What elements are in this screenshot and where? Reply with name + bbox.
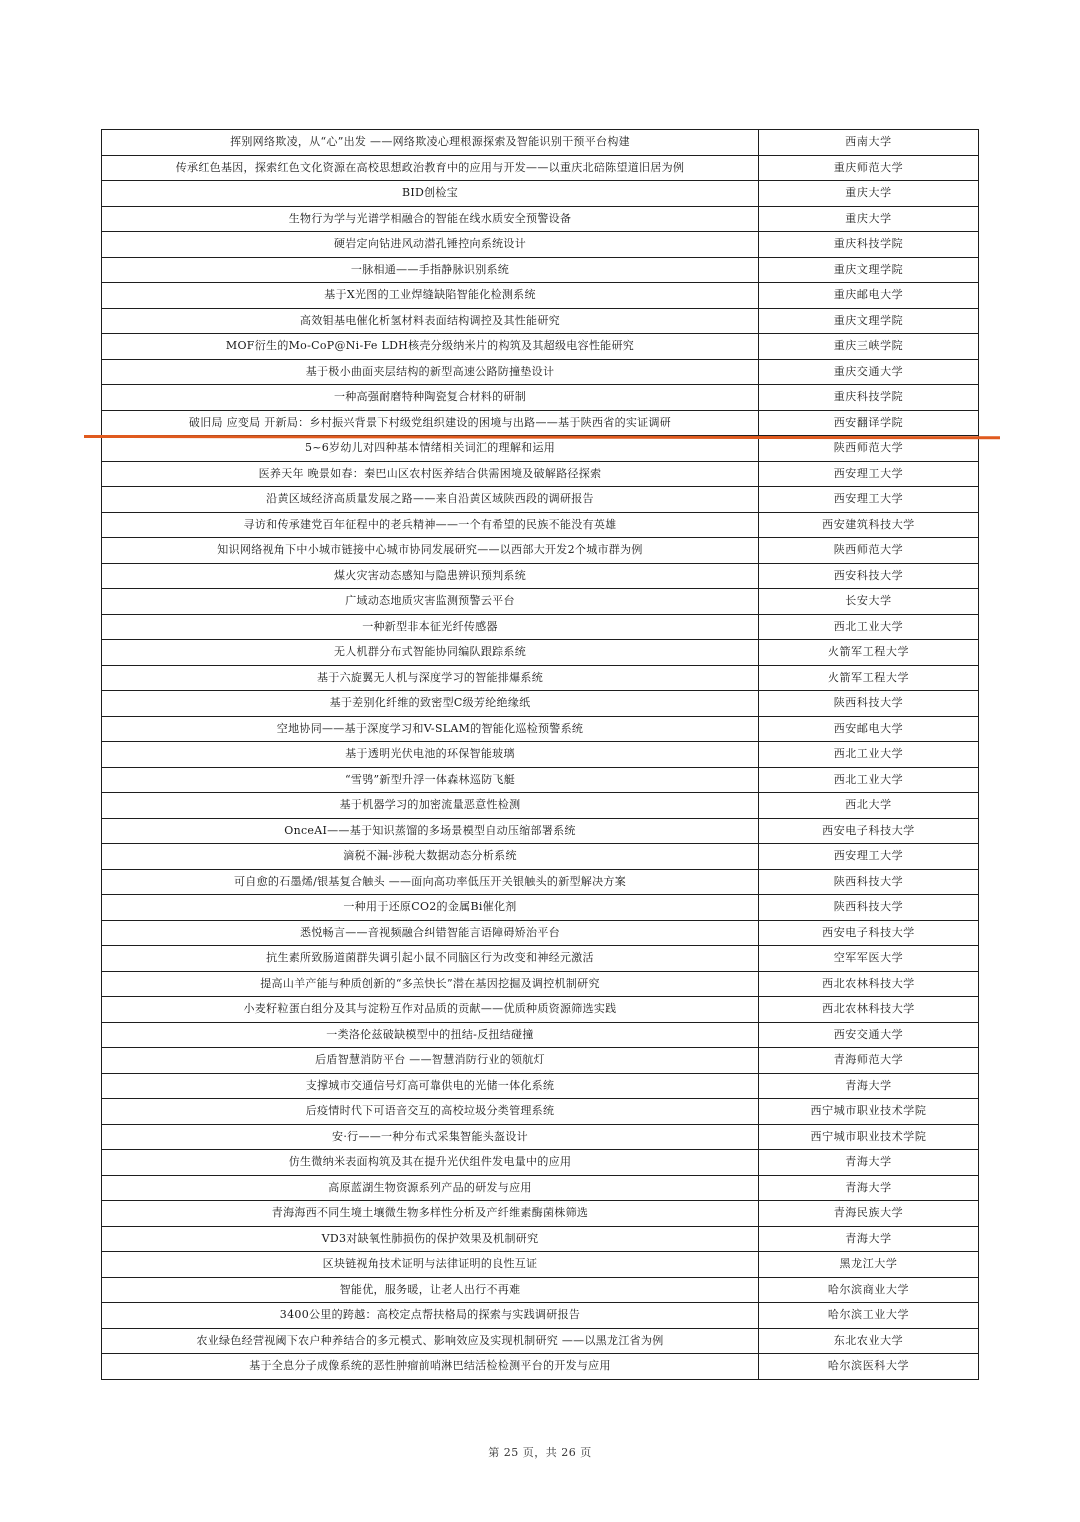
school-cell: 青海大学 [759, 1175, 979, 1201]
table-row [102, 538, 979, 564]
table-row [102, 1252, 979, 1278]
school-cell: 长安大学 [759, 589, 979, 615]
table-row [102, 1226, 979, 1252]
table-row [102, 844, 979, 870]
table-row [102, 691, 979, 717]
table-row [102, 793, 979, 819]
project-table [101, 129, 979, 1380]
project-title-cell: 基于X光图的工业焊缝缺陷智能化检测系统 [102, 283, 759, 309]
table-row [102, 1303, 979, 1329]
project-title-cell: 硬岩定向钻进风动潜孔锤控向系统设计 [102, 232, 759, 258]
project-title-cell: 后盾智慧消防平台 ——智慧消防行业的领航灯 [102, 1048, 759, 1074]
school-cell: 西北大学 [759, 793, 979, 819]
project-title-cell: 基于透明光伏电池的环保智能玻璃 [102, 742, 759, 768]
project-title-cell: MOF衍生的Mo-CoP@Ni-Fe LDH核壳分级纳米片的构筑及其超级电容性能研究 [102, 334, 759, 360]
school-cell: 西安邮电大学 [759, 716, 979, 742]
project-title-cell: 安·行——一种分布式采集智能头盔设计 [102, 1124, 759, 1150]
table-row [102, 1354, 979, 1380]
table-row [102, 563, 979, 589]
school-cell: 青海师范大学 [759, 1048, 979, 1074]
school-cell: 西安交通大学 [759, 1022, 979, 1048]
table-row [102, 716, 979, 742]
project-title-cell: 基于机器学习的加密流量恶意性检测 [102, 793, 759, 819]
table-row [102, 640, 979, 666]
school-cell: 西宁城市职业技术学院 [759, 1099, 979, 1125]
project-title-cell: 基于全息分子成像系统的恶性肿瘤前哨淋巴结活检检测平台的开发与应用 [102, 1354, 759, 1380]
school-cell: 重庆科技学院 [759, 385, 979, 411]
table-row [102, 997, 979, 1023]
table-row [102, 818, 979, 844]
table-body [102, 130, 979, 1380]
table-row [102, 1201, 979, 1227]
table-row [102, 614, 979, 640]
table-row [102, 1150, 979, 1176]
project-title-cell: 仿生微纳米表面构筑及其在提升光伏组件发电量中的应用 [102, 1150, 759, 1176]
project-title-cell: 后疫情时代下可语音交互的高校垃圾分类管理系统 [102, 1099, 759, 1125]
school-cell: 青海民族大学 [759, 1201, 979, 1227]
school-cell: 陕西师范大学 [759, 538, 979, 564]
table-row [102, 1048, 979, 1074]
table-row [102, 895, 979, 921]
school-cell: 西安建筑科技大学 [759, 512, 979, 538]
school-cell: 重庆师范大学 [759, 155, 979, 181]
project-title-cell: 基于差别化纤维的致密型C级芳纶绝缘纸 [102, 691, 759, 717]
project-title-cell: 高原蓝湖生物资源系列产品的研发与应用 [102, 1175, 759, 1201]
school-cell: 哈尔滨商业大学 [759, 1277, 979, 1303]
table-row [102, 487, 979, 513]
table-row [102, 971, 979, 997]
school-cell: 黑龙江大学 [759, 1252, 979, 1278]
table-row [102, 1277, 979, 1303]
project-title-cell: 破旧局 应变局 开新局：乡村振兴背景下村级党组织建设的困境与出路——基于陕西省的实证调研 [102, 410, 759, 436]
project-title-cell: 基于极小曲面夹层结构的新型高速公路防撞垫设计 [102, 359, 759, 385]
school-cell: 西安电子科技大学 [759, 920, 979, 946]
table-row [102, 1073, 979, 1099]
project-title-cell: 提高山羊产能与种质创新的“多羔快长”潜在基因挖掘及调控机制研究 [102, 971, 759, 997]
school-cell: 火箭军工程大学 [759, 665, 979, 691]
table-row [102, 1328, 979, 1354]
school-cell: 陕西师范大学 [759, 436, 979, 462]
school-cell: 陕西科技大学 [759, 691, 979, 717]
table-row [102, 410, 979, 436]
table-row [102, 232, 979, 258]
school-cell: 哈尔滨工业大学 [759, 1303, 979, 1329]
project-title-cell: 空地协同——基于深度学习和V-SLAM的智能化巡检预警系统 [102, 716, 759, 742]
project-title-cell: 滴税不漏-涉税大数据动态分析系统 [102, 844, 759, 870]
school-cell: 青海大学 [759, 1150, 979, 1176]
table-row [102, 742, 979, 768]
school-cell: 西南大学 [759, 130, 979, 156]
project-title-cell: 基于六旋翼无人机与深度学习的智能排爆系统 [102, 665, 759, 691]
table-row [102, 181, 979, 207]
project-title-cell: 一种新型非本征光纤传感器 [102, 614, 759, 640]
project-title-cell: OnceAI——基于知识蒸馏的多场景模型自动压缩部署系统 [102, 818, 759, 844]
table-row [102, 1175, 979, 1201]
school-cell: 西北工业大学 [759, 742, 979, 768]
project-title-cell: 生物行为学与光谱学相融合的智能在线水质安全预警设备 [102, 206, 759, 232]
school-cell: 西安理工大学 [759, 844, 979, 870]
project-title-cell: 5~6岁幼儿对四种基本情绪相关词汇的理解和运用 [102, 436, 759, 462]
project-title-cell: 青海海西不同生境土壤微生物多样性分析及产纤维素酶菌株筛选 [102, 1201, 759, 1227]
school-cell: 重庆交通大学 [759, 359, 979, 385]
project-title-cell: 智能优，服务暖，让老人出行不再难 [102, 1277, 759, 1303]
school-cell: 哈尔滨医科大学 [759, 1354, 979, 1380]
project-title-cell: 3400公里的跨越：高校定点帮扶格局的探索与实践调研报告 [102, 1303, 759, 1329]
project-title-cell: 小麦籽粒蛋白组分及其与淀粉互作对品质的贡献——优质种质资源筛选实践 [102, 997, 759, 1023]
school-cell: 西北工业大学 [759, 614, 979, 640]
school-cell: 西北工业大学 [759, 767, 979, 793]
project-title-cell: 农业绿色经营视阈下农户种养结合的多元模式、影响效应及实现机制研究 ——以黑龙江省为例 [102, 1328, 759, 1354]
project-title-cell: 可自愈的石墨烯/银基复合触头 ——面向高功率低压开关银触头的新型解决方案 [102, 869, 759, 895]
table-row [102, 155, 979, 181]
project-title-cell: “雪鸮”新型升浮一体森林巡防飞艇 [102, 767, 759, 793]
school-cell: 空军军医大学 [759, 946, 979, 972]
project-title-cell: 知识网络视角下中小城市链接中心城市协同发展研究——以西部大开发2个城市群为例 [102, 538, 759, 564]
school-cell: 重庆大学 [759, 206, 979, 232]
project-title-cell: 区块链视角技术证明与法律证明的良性互证 [102, 1252, 759, 1278]
table-row [102, 359, 979, 385]
table-row [102, 1099, 979, 1125]
project-title-cell: 一类洛伦兹破缺模型中的扭结-反扭结碰撞 [102, 1022, 759, 1048]
project-title-cell: VD3对缺氧性肺损伤的保护效果及机制研究 [102, 1226, 759, 1252]
school-cell: 西安理工大学 [759, 487, 979, 513]
project-title-cell: 一种用于还原CO2的金属Bi催化剂 [102, 895, 759, 921]
school-cell: 青海大学 [759, 1073, 979, 1099]
table-row [102, 1124, 979, 1150]
project-title-cell: 医养天年 晚景如春：秦巴山区农村医养结合供需困境及破解路径探索 [102, 461, 759, 487]
table-row [102, 946, 979, 972]
table-row [102, 206, 979, 232]
table-row [102, 385, 979, 411]
school-cell: 重庆文理学院 [759, 308, 979, 334]
project-title-cell: 悉悦畅言——音视频融合纠错智能言语障碍矫治平台 [102, 920, 759, 946]
table-row [102, 283, 979, 309]
table-row [102, 436, 979, 462]
school-cell: 重庆邮电大学 [759, 283, 979, 309]
table-row [102, 1022, 979, 1048]
page-number: 第 25 页，共 26 页 [488, 1446, 592, 1459]
table-row [102, 308, 979, 334]
project-title-cell: 传承红色基因，探索红色文化资源在高校思想政治教育中的应用与开发——以重庆北碚陈望道旧居为例 [102, 155, 759, 181]
table-row [102, 257, 979, 283]
project-title-cell: 广域动态地质灾害监测预警云平台 [102, 589, 759, 615]
project-title-cell: 无人机群分布式智能协同编队跟踪系统 [102, 640, 759, 666]
project-title-cell: BID创检宝 [102, 181, 759, 207]
school-cell: 陕西科技大学 [759, 869, 979, 895]
school-cell: 西安理工大学 [759, 461, 979, 487]
school-cell: 西宁城市职业技术学院 [759, 1124, 979, 1150]
table-row [102, 334, 979, 360]
project-title-cell: 一种高强耐磨特种陶瓷复合材料的研制 [102, 385, 759, 411]
project-title-cell: 高效钼基电催化析氢材料表面结构调控及其性能研究 [102, 308, 759, 334]
school-cell: 西北农林科技大学 [759, 997, 979, 1023]
table-row [102, 589, 979, 615]
school-cell: 西北农林科技大学 [759, 971, 979, 997]
table-row [102, 869, 979, 895]
project-title-cell: 一脉相通——手指静脉识别系统 [102, 257, 759, 283]
project-title-cell: 寻访和传承建党百年征程中的老兵精神——一个有希望的民族不能没有英雄 [102, 512, 759, 538]
table-row [102, 665, 979, 691]
school-cell: 西安电子科技大学 [759, 818, 979, 844]
project-title-cell: 挥别网络欺凌，从“心”出发 ——网络欺凌心理根源探索及智能识别干预平台构建 [102, 130, 759, 156]
table-row [102, 130, 979, 156]
table-row [102, 461, 979, 487]
school-cell: 陕西科技大学 [759, 895, 979, 921]
school-cell: 重庆科技学院 [759, 232, 979, 258]
school-cell: 重庆文理学院 [759, 257, 979, 283]
project-title-cell: 抗生素所致肠道菌群失调引起小鼠不同脑区行为改变和神经元激活 [102, 946, 759, 972]
school-cell: 西安翻译学院 [759, 410, 979, 436]
school-cell: 重庆大学 [759, 181, 979, 207]
project-title-cell: 支撑城市交通信号灯高可靠供电的光储一体化系统 [102, 1073, 759, 1099]
school-cell: 青海大学 [759, 1226, 979, 1252]
school-cell: 西安科技大学 [759, 563, 979, 589]
table-row [102, 767, 979, 793]
school-cell: 重庆三峡学院 [759, 334, 979, 360]
table-row [102, 920, 979, 946]
school-cell: 火箭军工程大学 [759, 640, 979, 666]
project-title-cell: 沿黄区域经济高质量发展之路——来自沿黄区域陕西段的调研报告 [102, 487, 759, 513]
project-title-cell: 煤火灾害动态感知与隐患辨识预判系统 [102, 563, 759, 589]
school-cell: 东北农业大学 [759, 1328, 979, 1354]
table-row [102, 512, 979, 538]
